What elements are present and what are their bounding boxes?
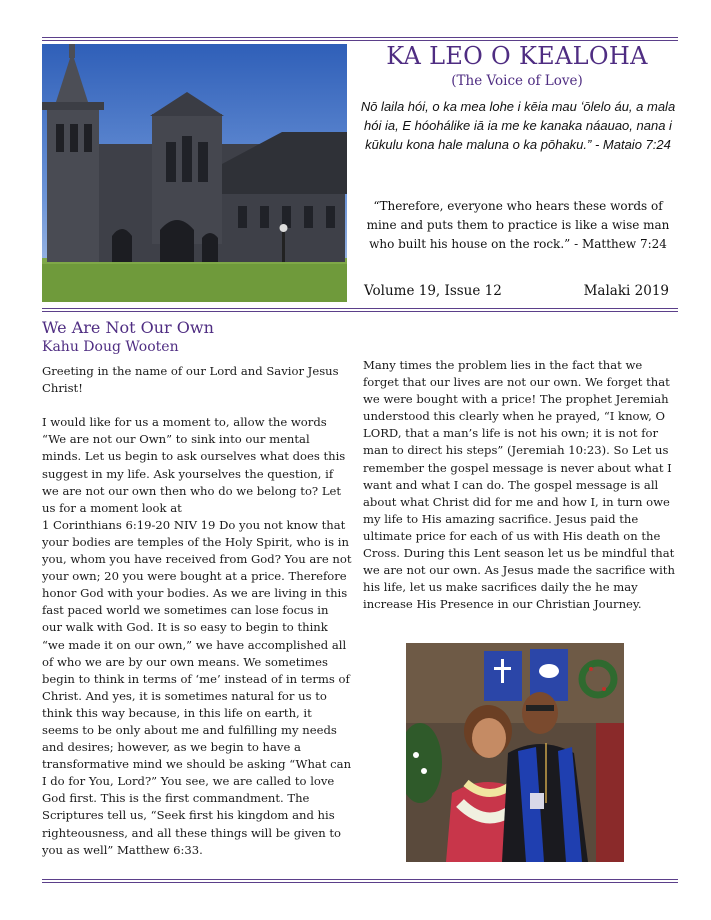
- article-left-column: Greeting in the name of our Lord and Savior Jesus Christ! I would like for us a moment to, allow the words “We are not our Own” to sink into our mental minds. Let us begin to ask ourselves what does this suggest in my life. Ask yourselves the question, if we are not our own then who do we belong to? Let us for a moment look at 1 Corinthians 6:19-20 NIV 19 Do you not know that your bodies are temples of the Holy Spirit, who is in you, whom you have received from God? You are not your own; 20 you were bought at a price. Therefore honor God with your bodies. As we are living in this fast paced world we sometimes can lose focus in our walk with God. It is so easy to begin to think “we made it on our own,” we have accomplished all of who we are by our own means. We sometimes begin to think in terms of ‘me’ instead of in terms of Christ. And yes, it is sometimes natural for us to think this way because, in this life on earth, it seems to be only about me and fulfilling my needs and desires; however, as we begin to have a transformative mind we should be asking “What can I do for You, Lord?” You see, we are called to love God first. This is the first commandment. The Scriptures tell us, “Seek first his kingdom and his righteousness, and all these things will be given to you as well” Matthew 6:33.: [42, 364, 352, 857]
- pastor-couple-photo: [406, 643, 624, 862]
- article-author: Kahu Doug Wooten: [42, 339, 179, 355]
- newsletter-title: KA LEO O KEALOHA: [386, 42, 648, 70]
- mid-rule-1: [42, 308, 678, 309]
- article-title: We Are Not Our Own: [42, 318, 214, 337]
- top-rule-1: [42, 37, 678, 38]
- hawaiian-scripture-verse: Nō laila hói, o ka mea lohe i kēia mau ʻōlelo áu, a mala hói ia, E hóohálike iā ia me ke kanaka náauao, nana i kūkulu kona hale maluna o ka pōhaku.” - Mataio 7:24: [360, 99, 676, 152]
- top-rule-2: [42, 40, 678, 41]
- volume-issue: Volume 19, Issue 12: [364, 283, 502, 299]
- article-right-column: Many times the problem lies in the fact that we forget that our lives are not our own. We forget that we were bought with a price! The prophet Jeremiah understood this clearly when he prayed, “I know, O LORD, that a man’s life is not his own; it is not for man to direct his steps” (Jeremiah 10:23). So Let us remember the gospel message is never about what I want and what I can do. The gospel message is all about what Christ did for me and how I, in turn owe my life to His amazing sacrifice. Jesus paid the ultimate price for each of us with His death on the Cross. During this Lent season let us be mindful that we are not our own. As Jesus made the sacrifice with his life, let us make sacrifices daily the he may increase His Presence in our Christian Journey.: [363, 358, 675, 612]
- english-scripture-verse: “Therefore, everyone who hears these words of mine and puts them to practice is like a wise man who built his house on the rock.” - Matthew 7:24: [366, 199, 670, 251]
- mid-rule-2: [42, 311, 678, 312]
- bottom-rule-1: [42, 879, 678, 880]
- newsletter-subtitle: (The Voice of Love): [451, 73, 583, 89]
- issue-date: Malaki 2019: [583, 283, 669, 299]
- church-photo: [42, 44, 347, 302]
- bottom-rule-2: [42, 882, 678, 883]
